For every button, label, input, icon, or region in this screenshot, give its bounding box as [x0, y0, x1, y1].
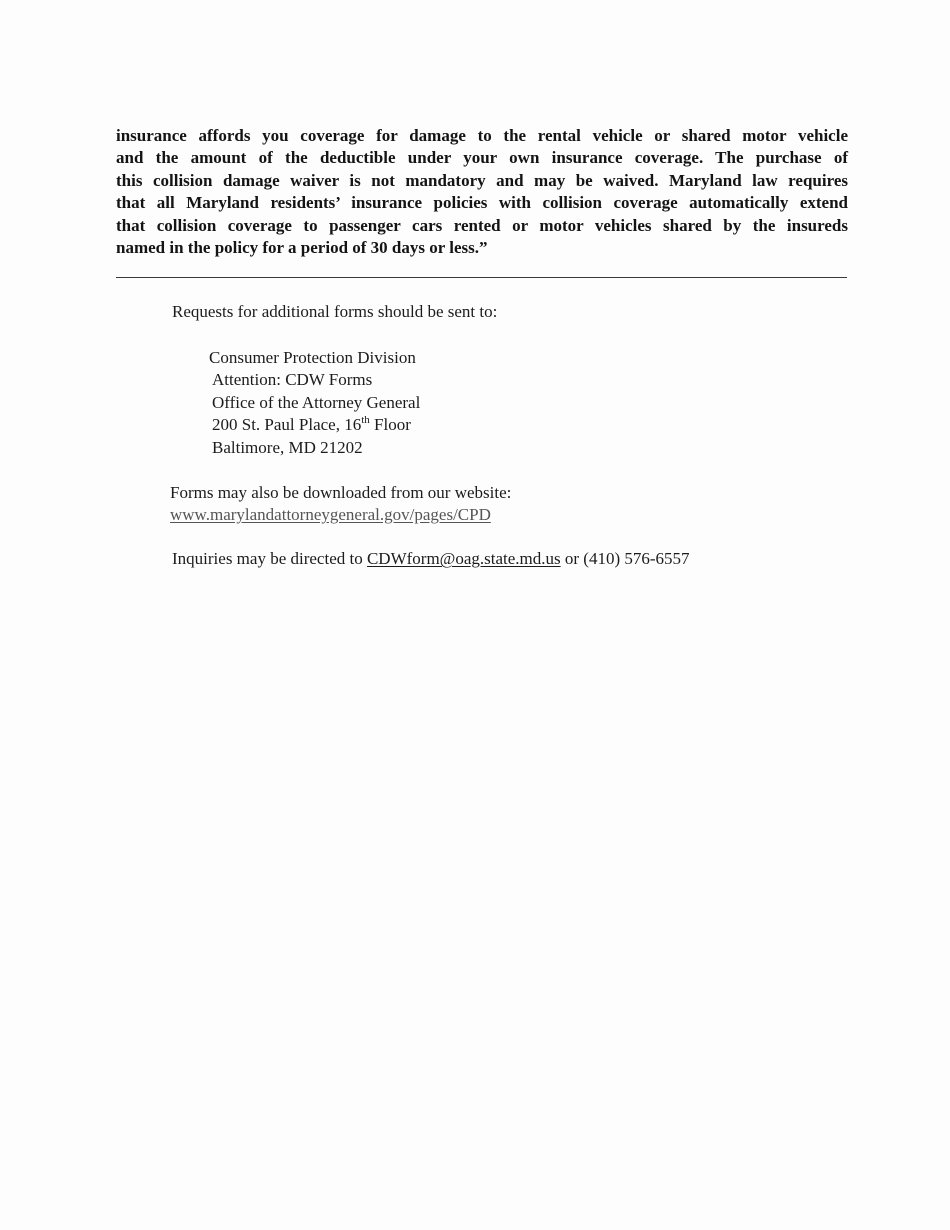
inquiries-line	[172, 548, 690, 570]
mailing-address	[209, 347, 420, 459]
website-link[interactable]: www.marylandattorneygeneral.gov/pages/CPD	[170, 505, 491, 524]
street-text: 200 St. Paul Place, 16	[212, 415, 362, 435]
requests-intro: Requests for additional forms should be sent to:	[172, 302, 498, 321]
paragraph-line-3: this collision damage waiver is not mandatory and may be waived. Maryland law requires	[116, 170, 848, 190]
address-line-division: Consumer Protection Division	[209, 348, 416, 367]
paragraph-line-6: named in the policy for a period of 30 days or less.”	[116, 238, 488, 258]
floor-text: Floor	[369, 415, 411, 435]
collision-waiver-paragraph	[116, 125, 848, 259]
website-intro: Forms may also be downloaded from our website:	[170, 483, 512, 502]
address-line-street	[209, 414, 420, 436]
address-line-city: Baltimore, MD 21202	[212, 437, 363, 457]
address-line-office: Office of the Attorney General	[212, 392, 421, 412]
horizontal-divider	[116, 277, 847, 278]
ordinal-suffix: th	[361, 413, 370, 426]
phone-text: or (410) 576-6557	[560, 549, 690, 568]
paragraph-line-5: that collision coverage to passenger cars rented or motor vehicles shared by the insureds	[116, 215, 848, 235]
paragraph-line-1: insurance affords you coverage for damage to the rental vehicle or shared motor vehicle	[116, 126, 848, 145]
paragraph-line-2: and the amount of the deductible under your own insurance coverage. The purchase of	[116, 148, 848, 168]
email-link[interactable]: CDWform@oag.state.md.us	[366, 549, 561, 568]
inquiries-pre-text: Inquiries may be directed to	[172, 549, 367, 568]
paragraph-line-4: that all Maryland residents’ insurance policies with collision coverage automatically extend	[116, 193, 848, 213]
address-line-attention: Attention: CDW Forms	[212, 370, 373, 390]
